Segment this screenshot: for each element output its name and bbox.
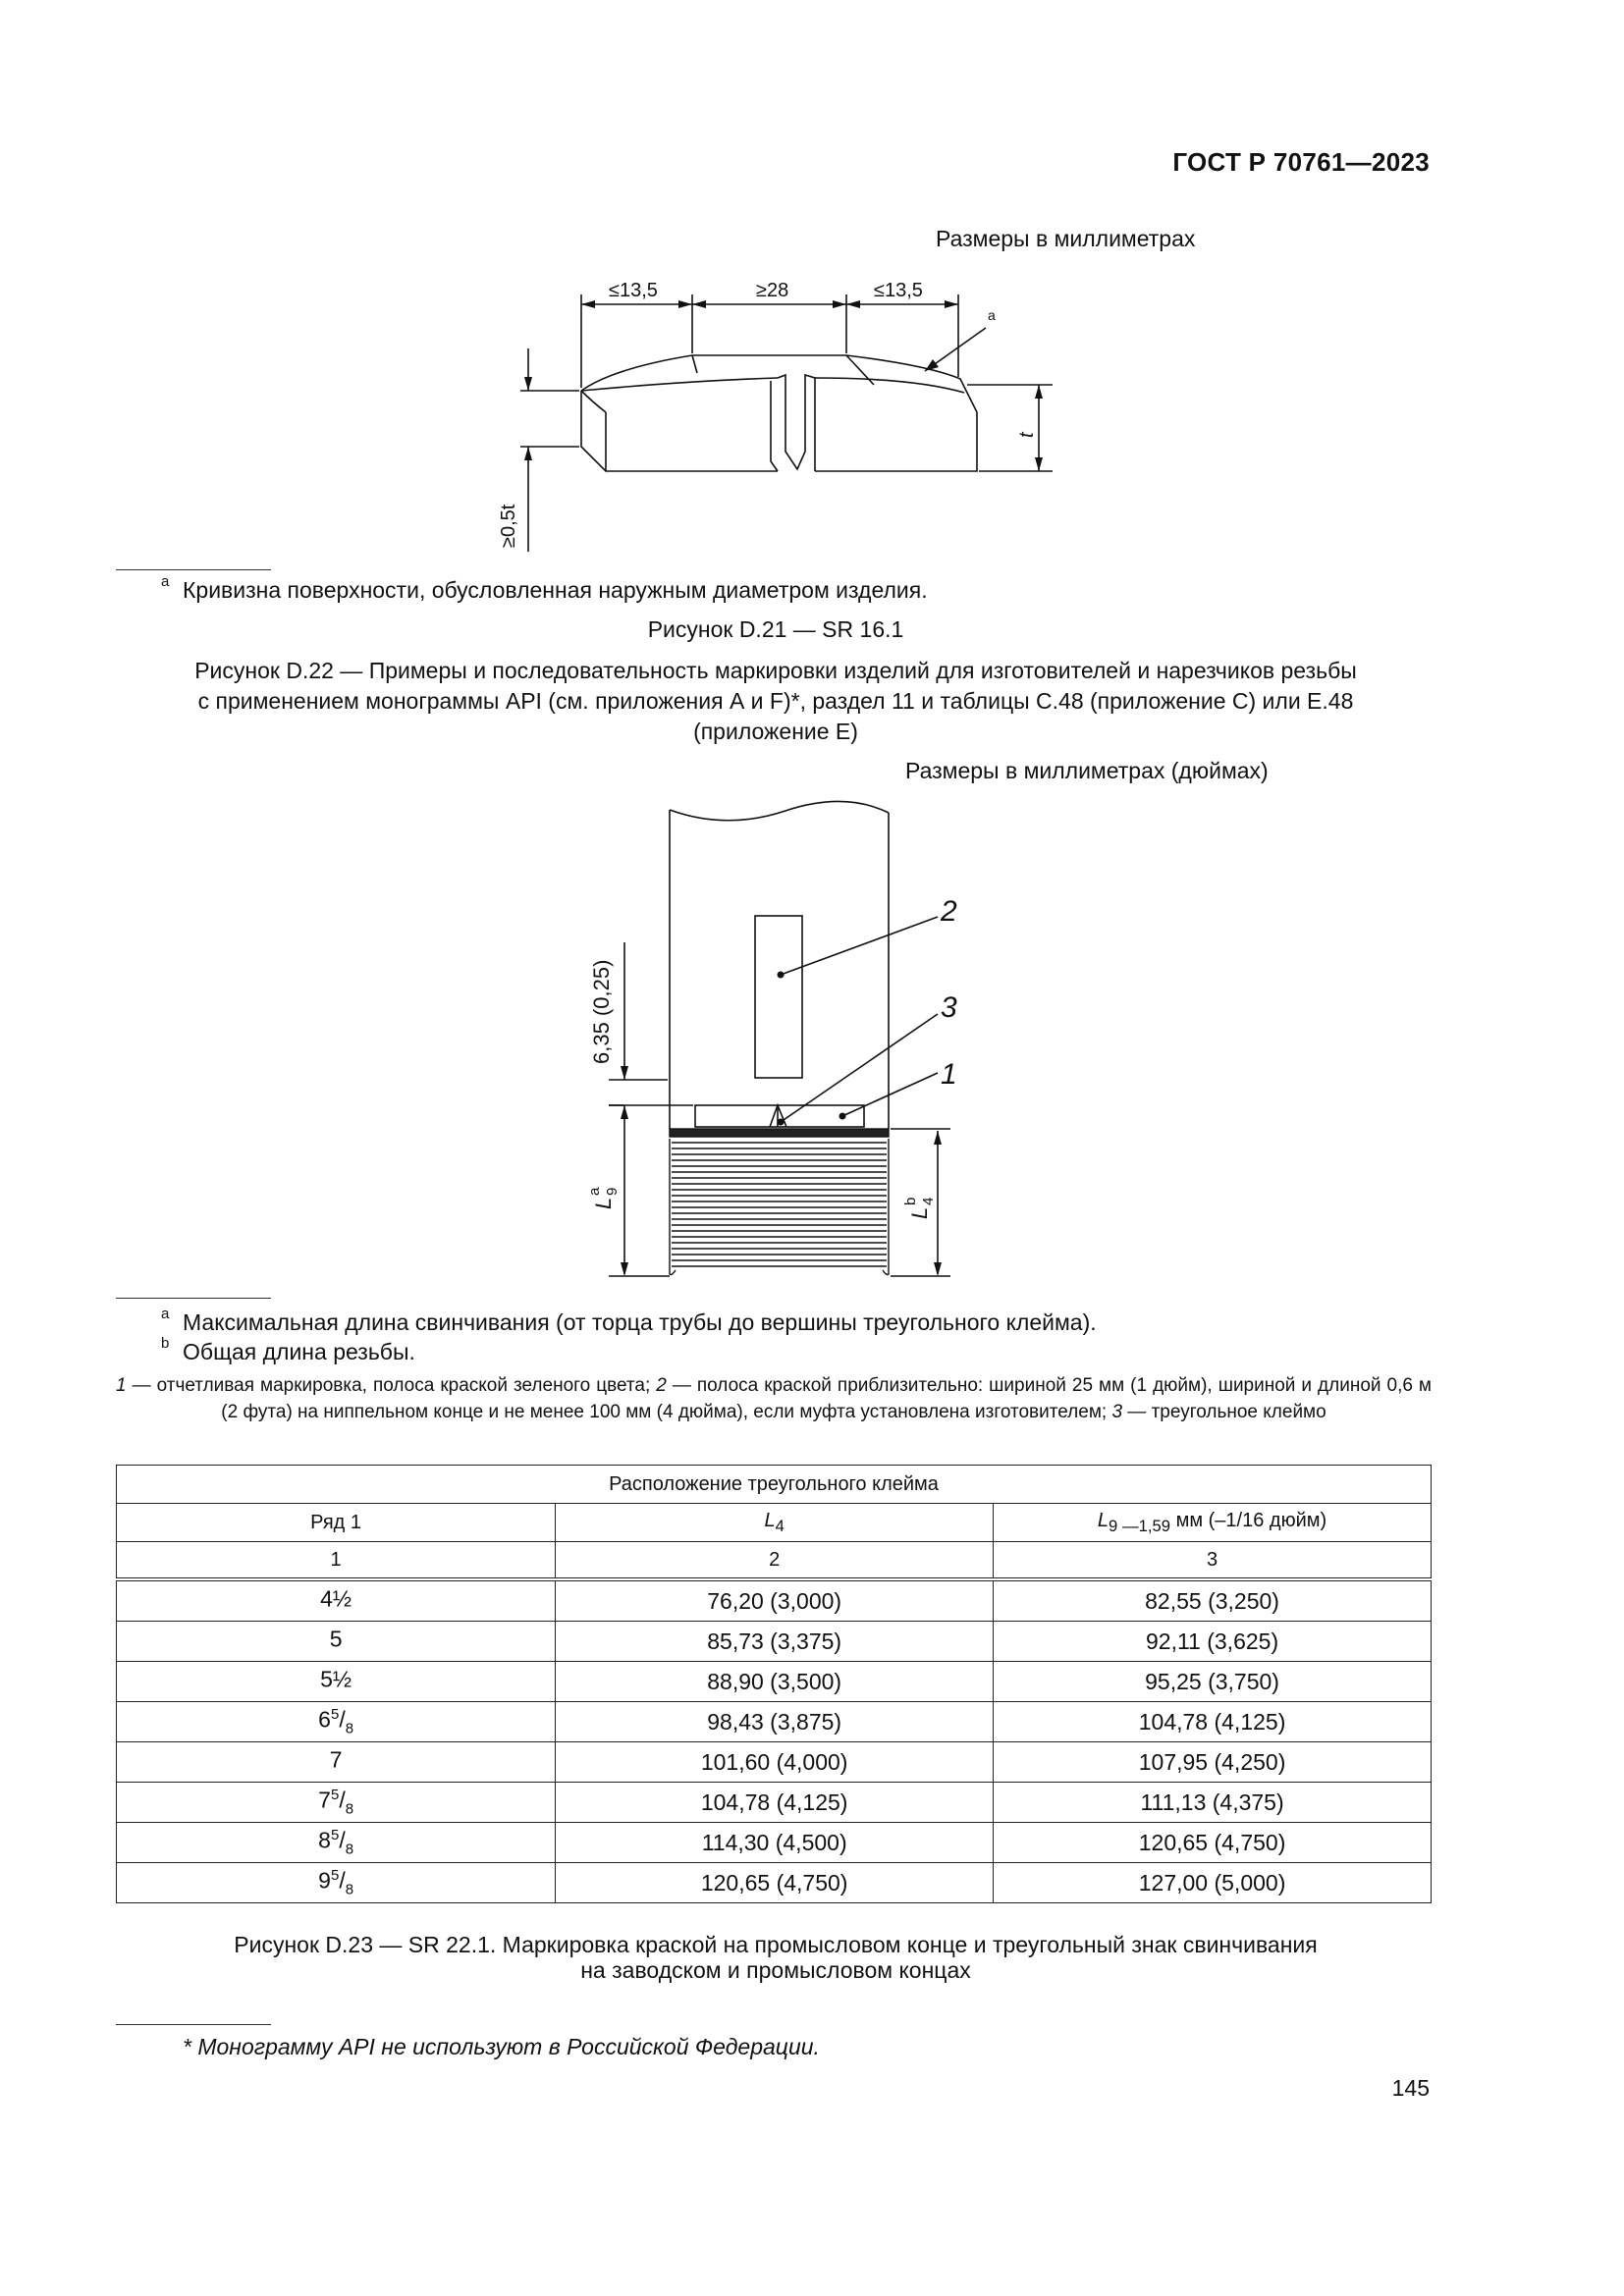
size-whole: 7: [329, 1747, 343, 1774]
size-whole: 8: [318, 1828, 331, 1854]
size-den: 8: [345, 1841, 354, 1858]
l9-cell: 82,55 (3,250): [994, 1579, 1432, 1622]
triangle-stamp-table: [116, 1465, 1432, 1903]
l4-cell: 101,60 (4,000): [556, 1742, 994, 1783]
size-cell: [117, 1622, 556, 1662]
footnote-star: * Монограмму API не используют в Российской Федерации.: [183, 2034, 820, 2059]
size-cell: [117, 1702, 556, 1742]
legend-2-num: 2: [656, 1375, 667, 1396]
size-whole: 5½: [320, 1667, 352, 1693]
l4-cell: 120,65 (4,750): [556, 1863, 994, 1903]
col3-header: [994, 1504, 1432, 1542]
table-row: [117, 1579, 1432, 1622]
size-num: 5: [330, 1867, 340, 1885]
size-whole: 6: [318, 1707, 331, 1734]
table-row: [117, 1783, 1432, 1823]
size-den: 8: [345, 1881, 354, 1898]
fraction-slash: /: [339, 1707, 346, 1734]
l4-cell: 76,20 (3,000): [556, 1579, 994, 1622]
table-row: [117, 1622, 1432, 1662]
col3-header-main: L: [1097, 1509, 1110, 1531]
l9-cell: 107,95 (4,250): [994, 1742, 1432, 1783]
footnote-rule-2: [116, 1298, 271, 1299]
table-row: [117, 1662, 1432, 1702]
footnote-mark-a: a: [161, 1306, 170, 1322]
size-num: 5: [330, 1706, 340, 1724]
l9-cell: 120,65 (4,750): [994, 1823, 1432, 1863]
col2-header-sub: 4: [775, 1516, 785, 1535]
dim-t-label: t: [1016, 432, 1038, 438]
col2-header: [556, 1504, 994, 1542]
legend-1-text: — отчетливая маркировка, полоса краской зеленого цвета;: [126, 1375, 657, 1396]
legend-3-num: 3: [1111, 1402, 1123, 1422]
legend-3-text: — треугольное клеймо: [1122, 1402, 1326, 1422]
figure3-legend: [116, 1372, 1432, 1425]
l4-cell: 114,30 (4,500): [556, 1823, 994, 1863]
size-cell: [117, 1823, 556, 1863]
l4-cell: 104,78 (4,125): [556, 1783, 994, 1823]
footnote-a-text: Максимальная длина свинчивания (от торца трубы до вершины треугольного клейма).: [183, 1309, 1097, 1335]
size-cell: [117, 1783, 556, 1823]
legend-2-text: — полоса краской приблизительно: шириной 25 мм (1 дюйм), шириной и длиной 0,6 м (2 фута) на ниппельном конце и не менее 100 мм (4 дюйма), если муфта установлена изготовителем;: [221, 1375, 1432, 1422]
dim-l4-sup: b: [902, 1197, 919, 1205]
l4-cell: 85,73 (3,375): [556, 1622, 994, 1662]
table-row: [117, 1742, 1432, 1783]
size-num: 5: [330, 1787, 340, 1804]
fraction-slash: /: [339, 1788, 346, 1814]
label-a: a: [988, 307, 996, 323]
legend-1-num: 1: [116, 1375, 127, 1396]
figure3-footnote-b: [161, 1335, 415, 1365]
figure2-title-line3: (приложение Е): [693, 719, 858, 744]
size-num: 5: [330, 1827, 340, 1844]
document-code: ГОСТ Р 70761—2023: [1172, 147, 1430, 177]
dim-l4-sub: 4: [920, 1197, 937, 1205]
dim-l9-sub: 9: [604, 1187, 621, 1196]
footnote-text: Кривизна поверхности, обусловленная наружным диаметром изделия.: [183, 577, 928, 603]
table-row: [117, 1702, 1432, 1742]
dim-left-label: ≤13,5: [609, 280, 658, 301]
fraction-slash: /: [339, 1868, 346, 1895]
footnote-mark-a: a: [161, 573, 170, 590]
col2-header-main: L: [764, 1509, 776, 1531]
thread-lines: [670, 1129, 889, 1275]
footnote-mark-b: b: [161, 1335, 170, 1352]
col-number: 2: [556, 1542, 994, 1580]
l4-cell: 98,43 (3,875): [556, 1702, 994, 1742]
size-den: 8: [345, 1800, 354, 1818]
l9-cell: 127,00 (5,000): [994, 1863, 1432, 1903]
col1-header: Ряд 1: [117, 1504, 556, 1542]
figure3-caption-line1: Рисунок D.23 — SR 22.1. Маркировка краской на промысловом конце и треугольный знак свинчивания: [234, 1932, 1318, 1957]
l4-cell: 88,90 (3,500): [556, 1662, 994, 1702]
table-row: [117, 1823, 1432, 1863]
dim-mid-label: ≥28: [756, 280, 789, 301]
dim-6-35-label: 6,35 (0,25): [589, 959, 614, 1064]
size-whole: 7: [318, 1788, 331, 1814]
size-cell: [117, 1662, 556, 1702]
dim-right-label: ≤13,5: [874, 280, 923, 301]
footnote-rule-3: [116, 2024, 271, 2025]
figure3-footnote-a: [161, 1306, 1097, 1336]
page-number: 145: [1391, 2075, 1430, 2101]
col-number: 1: [117, 1542, 556, 1580]
figure2-title-line1: Рисунок D.22 — Примеры и последовательность маркировки изделий для изготовителей и нарезчиков резьбы: [194, 658, 1357, 683]
dim-l4-main: L: [907, 1206, 932, 1219]
l9-cell: 104,78 (4,125): [994, 1702, 1432, 1742]
l9-cell: 92,11 (3,625): [994, 1622, 1432, 1662]
l9-cell: 95,25 (3,750): [994, 1662, 1432, 1702]
callout-2: 2: [941, 895, 957, 928]
size-cell: [117, 1579, 556, 1622]
table-title: Расположение треугольного клейма: [117, 1466, 1432, 1504]
dim-height-label: ≥0,5t: [498, 504, 519, 548]
size-den: 8: [345, 1720, 354, 1737]
figure3-caption-line2: на заводском и промысловом концах: [580, 1957, 971, 1983]
dim-l9-main: L: [591, 1197, 616, 1209]
col3-header-sub: 9 —1,59: [1109, 1516, 1171, 1535]
figure3-units-note: Размеры в миллиметрах (дюймах): [905, 758, 1269, 783]
size-whole: 4½: [320, 1586, 352, 1613]
fraction-slash: /: [339, 1828, 346, 1854]
figure2-title-line2: с применением монограммы API (см. приложения А и F)*, раздел 11 и таблицы С.48 (приложение С) или Е.48: [197, 688, 1354, 714]
col-number: 3: [994, 1542, 1432, 1580]
size-whole: 5: [329, 1627, 343, 1653]
size-whole: 9: [318, 1868, 331, 1895]
figure3-caption: [118, 1932, 1434, 1983]
dim-l9-sup: a: [586, 1187, 603, 1196]
figure1-units-note: Размеры в миллиметрах: [936, 226, 1196, 251]
size-cell: [117, 1863, 556, 1903]
figure1-caption: Рисунок D.21 — SR 16.1: [647, 616, 904, 642]
l9-cell: 111,13 (4,375): [994, 1783, 1432, 1823]
size-cell: [117, 1742, 556, 1783]
footnote-b-text: Общая длина резьбы.: [183, 1339, 415, 1364]
col3-header-rest: мм (–1/16 дюйм): [1170, 1509, 1327, 1531]
callout-1: 1: [941, 1058, 957, 1091]
callout-3: 3: [941, 991, 957, 1024]
table-row: [117, 1863, 1432, 1903]
